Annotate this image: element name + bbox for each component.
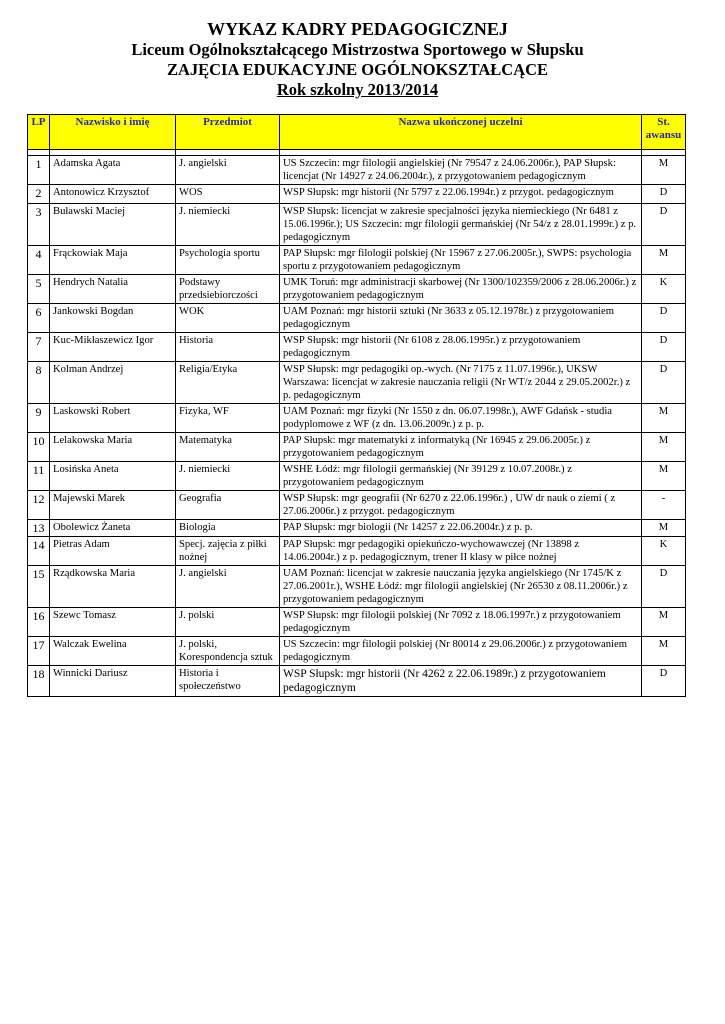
header-rank bbox=[642, 115, 686, 150]
row-rank: M bbox=[642, 520, 686, 537]
row-name: Rządkowska Maria bbox=[50, 566, 176, 608]
header-lp: LP bbox=[28, 115, 50, 150]
header-rank-line1: St. bbox=[657, 116, 670, 128]
row-subject: Podstawy przedsiebiorczości bbox=[176, 275, 280, 304]
row-rank: M bbox=[642, 433, 686, 462]
row-name: Kolman Andrzej bbox=[50, 362, 176, 404]
staff-table bbox=[27, 114, 686, 697]
row-subject: J. polski bbox=[176, 608, 280, 637]
row-rank: M bbox=[642, 404, 686, 433]
table-row bbox=[28, 637, 686, 666]
row-rank: D bbox=[642, 185, 686, 204]
row-name: Pietras Adam bbox=[50, 537, 176, 566]
row-rank: D bbox=[642, 304, 686, 333]
row-lp: 13 bbox=[28, 520, 50, 537]
row-lp: 17 bbox=[28, 637, 50, 666]
row-name: Majewski Marek bbox=[50, 491, 176, 520]
row-lp: 2 bbox=[28, 185, 50, 204]
row-lp: 7 bbox=[28, 333, 50, 362]
row-name: Adamska Agata bbox=[50, 156, 176, 185]
row-university: UAM Poznań: licencjat w zakresie nauczania języka angielskiego (Nr 1745/K z 27.06.2001r.), WSHE Łódź: mgr filologii angielskiej (Nr 26530 z 08.11.2006r.) z przygotowaniem pedagogicznym bbox=[280, 566, 642, 608]
row-subject: J. polski, Korespondencja sztuk bbox=[176, 637, 280, 666]
row-name: Obolewicz Żaneta bbox=[50, 520, 176, 537]
header-name: Nazwisko i imię bbox=[50, 115, 176, 150]
row-lp: 10 bbox=[28, 433, 50, 462]
row-rank: D bbox=[642, 666, 686, 697]
row-lp: 11 bbox=[28, 462, 50, 491]
row-subject: Fizyka, WF bbox=[176, 404, 280, 433]
row-name: Winnicki Dariusz bbox=[50, 666, 176, 697]
row-rank: M bbox=[642, 246, 686, 275]
table-row bbox=[28, 666, 686, 697]
table-row bbox=[28, 156, 686, 185]
table-row bbox=[28, 520, 686, 537]
row-lp: 18 bbox=[28, 666, 50, 697]
row-university: WSHE Łódź: mgr filologii germańskiej (Nr 39129 z 10.07.2008r.) z przygotowaniem pedagogicznym bbox=[280, 462, 642, 491]
row-university: WSP Słupsk: mgr historii (Nr 5797 z 22.06.1994r.) z przygot. pedagogicznym bbox=[280, 185, 642, 204]
row-lp: 16 bbox=[28, 608, 50, 637]
row-rank: D bbox=[642, 566, 686, 608]
row-subject: WOK bbox=[176, 304, 280, 333]
row-name: Szewc Tomasz bbox=[50, 608, 176, 637]
row-name: Frąckowiak Maja bbox=[50, 246, 176, 275]
row-subject: J. niemiecki bbox=[176, 462, 280, 491]
row-lp: 1 bbox=[28, 156, 50, 185]
document-title: WYKAZ KADRY PEDAGOGICZNEJ bbox=[207, 19, 508, 39]
row-university: UAM Poznań: mgr fizyki (Nr 1550 z dn. 06.07.1998r.), AWF Gdańsk - studia podyplomowe z WF (z dn. 13.06.2009r.) z p. p. bbox=[280, 404, 642, 433]
row-subject: Matematyka bbox=[176, 433, 280, 462]
section-title: ZAJĘCIA EDUKACYJNE OGÓLNOKSZTAŁCĄCE bbox=[166, 60, 549, 79]
row-rank: M bbox=[642, 608, 686, 637]
row-lp: 15 bbox=[28, 566, 50, 608]
row-name: Lelakowska Maria bbox=[50, 433, 176, 462]
row-name: Hendrych Natalia bbox=[50, 275, 176, 304]
row-university: UAM Poznań: mgr historii sztuki (Nr 3633 z 05.12.1978r.) z przygotowaniem pedagogicznym bbox=[280, 304, 642, 333]
row-university: PAP Słupsk: mgr matematyki z informatyką (Nr 16945 z 29.06.2005r.) z przygotowaniem pedagogicznym bbox=[280, 433, 642, 462]
row-lp: 4 bbox=[28, 246, 50, 275]
row-rank: D bbox=[642, 362, 686, 404]
row-subject: Specj. zajęcia z piłki nożnej bbox=[176, 537, 280, 566]
table-row bbox=[28, 537, 686, 566]
row-university: WSP Słupsk: licencjat w zakresie specjalności języka niemieckiego (Nr 6481 z 15.06.1996r.); US Szczecin: mgr filologii germańskiej (Nr 54/z z 28.01.1999r.) z p. pedagogicznym bbox=[280, 204, 642, 246]
row-subject: Geografia bbox=[176, 491, 280, 520]
row-name: Jankowski Bogdan bbox=[50, 304, 176, 333]
header-rank-line2: awansu bbox=[645, 129, 682, 141]
table-row bbox=[28, 185, 686, 204]
row-university: WSP Słupsk: mgr geografii (Nr 6270 z 22.06.1996r.) , UW dr nauk o ziemi ( z 27.06.2006r.) z przygot. pedagogicznym bbox=[280, 491, 642, 520]
row-university: PAP Słupsk: mgr biologii (Nr 14257 z 22.06.2004r.) z p. p. bbox=[280, 520, 642, 537]
table-row bbox=[28, 333, 686, 362]
row-lp: 14 bbox=[28, 537, 50, 566]
row-lp: 9 bbox=[28, 404, 50, 433]
table-row bbox=[28, 566, 686, 608]
table-body bbox=[28, 156, 686, 697]
row-university: PAP Słupsk: mgr pedagogiki opiekuńczo-wychowawczej (Nr 13898 z 14.06.2004r.) z p. pedagogicznym, trener II klasy w piłce nożnej bbox=[280, 537, 642, 566]
row-subject: J. niemiecki bbox=[176, 204, 280, 246]
row-rank: K bbox=[642, 275, 686, 304]
row-rank: D bbox=[642, 204, 686, 246]
table-row bbox=[28, 462, 686, 491]
row-lp: 12 bbox=[28, 491, 50, 520]
table-row bbox=[28, 608, 686, 637]
row-subject: Psychologia sportu bbox=[176, 246, 280, 275]
table-row bbox=[28, 362, 686, 404]
row-subject: Religia/Etyka bbox=[176, 362, 280, 404]
row-name: Antonowicz Krzysztof bbox=[50, 185, 176, 204]
table-row bbox=[28, 304, 686, 333]
row-rank: K bbox=[642, 537, 686, 566]
row-lp: 5 bbox=[28, 275, 50, 304]
table-row bbox=[28, 204, 686, 246]
table-row bbox=[28, 404, 686, 433]
row-name: Kuc-Mikłaszewicz Igor bbox=[50, 333, 176, 362]
row-subject: Biologia bbox=[176, 520, 280, 537]
row-university: US Szczecin: mgr filologii polskiej (Nr 80014 z 29.06.2006r.) z przygotowaniem pedagogicznym bbox=[280, 637, 642, 666]
row-lp: 8 bbox=[28, 362, 50, 404]
row-rank: M bbox=[642, 156, 686, 185]
row-university: PAP Słupsk: mgr filologii polskiej (Nr 15967 z 27.06.2005r.), SWPS: psychologia sportu z przygotowaniem pedagogicznym bbox=[280, 246, 642, 275]
row-name: Laskowski Robert bbox=[50, 404, 176, 433]
row-university: WSP Słupsk: mgr historii (Nr 4262 z 22.06.1989r.) z przygotowaniem pedagogicznym bbox=[280, 666, 642, 697]
school-year: Rok szkolny 2013/2014 bbox=[276, 80, 439, 99]
header-subject: Przedmiot bbox=[176, 115, 280, 150]
table-row bbox=[28, 275, 686, 304]
row-name: Walczak Ewelina bbox=[50, 637, 176, 666]
header-university: Nazwa ukończonej uczelni bbox=[280, 115, 642, 150]
row-university: UMK Toruń: mgr administracji skarbowej (Nr 1300/102359/2006 z 28.06.2006r.) z przygotowaniem pedagogicznym bbox=[280, 275, 642, 304]
row-subject: Historia bbox=[176, 333, 280, 362]
school-name: Liceum Ogólnokształcącego Mistrzostwa Sportowego w Słupsku bbox=[131, 40, 584, 59]
table-header-row bbox=[28, 115, 686, 150]
row-rank: D bbox=[642, 333, 686, 362]
row-name: Losińska Aneta bbox=[50, 462, 176, 491]
table-row bbox=[28, 246, 686, 275]
row-lp: 6 bbox=[28, 304, 50, 333]
row-subject: J. angielski bbox=[176, 156, 280, 185]
row-subject: J. angielski bbox=[176, 566, 280, 608]
row-university: US Szczecin: mgr filologii angielskiej (Nr 79547 z 24.06.2006r.), PAP Słupsk: licencjat (Nr 14927 z 24.06.2004r.), z przygotowaniem pedagogicznym bbox=[280, 156, 642, 185]
table-row bbox=[28, 433, 686, 462]
row-lp: 3 bbox=[28, 204, 50, 246]
row-rank: M bbox=[642, 637, 686, 666]
row-name: Buławski Maciej bbox=[50, 204, 176, 246]
row-university: WSP Słupsk: mgr filologii polskiej (Nr 7092 z 18.06.1997r.) z przygotowaniem pedagogicznym bbox=[280, 608, 642, 637]
row-university: WSP Słupsk: mgr historii (Nr 6108 z 28.06.1995r.) z przygotowaniem pedagogicznym bbox=[280, 333, 642, 362]
row-subject: WOS bbox=[176, 185, 280, 204]
row-university: WSP Słupsk: mgr pedagogiki op.-wych. (Nr 7175 z 11.07.1996r.), UKSW Warszawa: licencjat w zakresie nauczania religii (Nr WT/z 2044 z 29.05.2002r.) z p. pedagogicznym bbox=[280, 362, 642, 404]
row-subject: Historia i społeczeństwo bbox=[176, 666, 280, 697]
table-row bbox=[28, 491, 686, 520]
row-rank: - bbox=[642, 491, 686, 520]
document-header bbox=[0, 18, 725, 100]
row-rank: M bbox=[642, 462, 686, 491]
